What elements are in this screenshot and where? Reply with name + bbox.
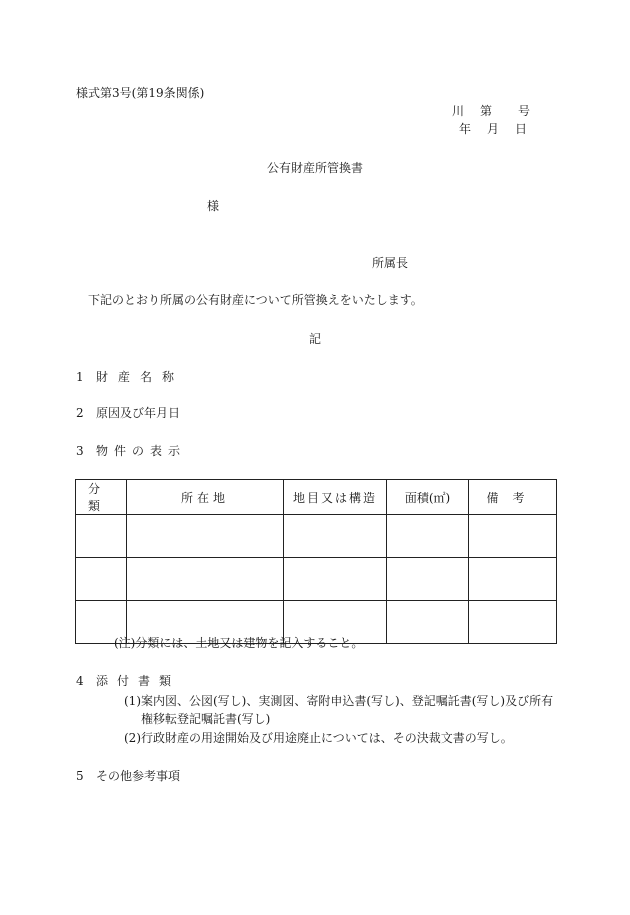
item-number: 2 (76, 406, 84, 420)
header-location: 所在地 (127, 480, 284, 515)
table-row (76, 558, 557, 601)
item-property-name (76, 370, 184, 384)
table-cell[interactable] (127, 558, 284, 601)
item-number: 3 (76, 444, 84, 458)
item-label: 添付書類 (96, 674, 181, 688)
table-cell[interactable] (469, 601, 557, 644)
item-label: その他参考事項 (96, 769, 181, 783)
date-year: 年 (458, 122, 471, 136)
reference-number (452, 104, 530, 118)
item-number: 1 (76, 370, 84, 384)
item-label: 物件の表示 (96, 444, 187, 458)
item-number: 5 (76, 769, 84, 783)
table-cell[interactable] (284, 558, 387, 601)
item-property-display (76, 444, 186, 458)
table-row (76, 515, 557, 558)
header-category: 分類 (76, 480, 127, 515)
page-title: 公有財産所管換書 (266, 161, 363, 175)
ki-heading: 記 (308, 332, 321, 346)
item-other-references (76, 769, 180, 783)
header-area: 面積(㎡) (387, 480, 469, 515)
property-table (75, 479, 557, 644)
document-date (459, 122, 527, 136)
form-number-label: 様式第3号(第19条関係) (76, 86, 205, 100)
header-remarks: 備考 (469, 480, 557, 515)
table-cell[interactable] (127, 515, 284, 558)
table-cell[interactable] (387, 515, 469, 558)
item-label: 財産名称 (96, 370, 185, 384)
attachment-1-line-1: (1)案内図、公図(写し)、実測図、寄附申込書(写し)、登記嘱託書(写し)及び所有 (124, 694, 554, 708)
attachment-1-line-2: 権移転登記嘱託書(写し) (141, 712, 271, 726)
date-day: 日 (514, 122, 527, 136)
table-cell[interactable] (469, 558, 557, 601)
table-cell[interactable] (469, 515, 557, 558)
sender: 所属長 (372, 256, 409, 270)
table-cell[interactable] (76, 558, 127, 601)
table-cell[interactable] (284, 515, 387, 558)
date-month: 月 (486, 122, 499, 136)
item-number: 4 (76, 674, 84, 688)
item-label: 原因及び年月日 (96, 406, 181, 420)
addressee: 様 (207, 199, 220, 213)
ref-suffix: 号 (517, 104, 530, 118)
attachment-2: (2)行政財産の用途開始及び用途廃止については、その決裁文書の写し。 (124, 731, 513, 745)
item-attachments (76, 674, 180, 688)
ref-middle: 第 (479, 104, 492, 118)
intro-text: 下記のとおり所属の公有財産について所管換えをいたします。 (88, 293, 423, 307)
table-cell[interactable] (76, 515, 127, 558)
table-note: (注)分類には、土地又は建物を記入すること。 (114, 636, 364, 650)
ref-prefix: 川 (451, 104, 464, 118)
table-cell[interactable] (387, 601, 469, 644)
header-land-structure: 地目又は構造 (284, 480, 387, 515)
item-cause-date (76, 406, 180, 420)
table-header-row (76, 480, 557, 515)
table-cell[interactable] (387, 558, 469, 601)
